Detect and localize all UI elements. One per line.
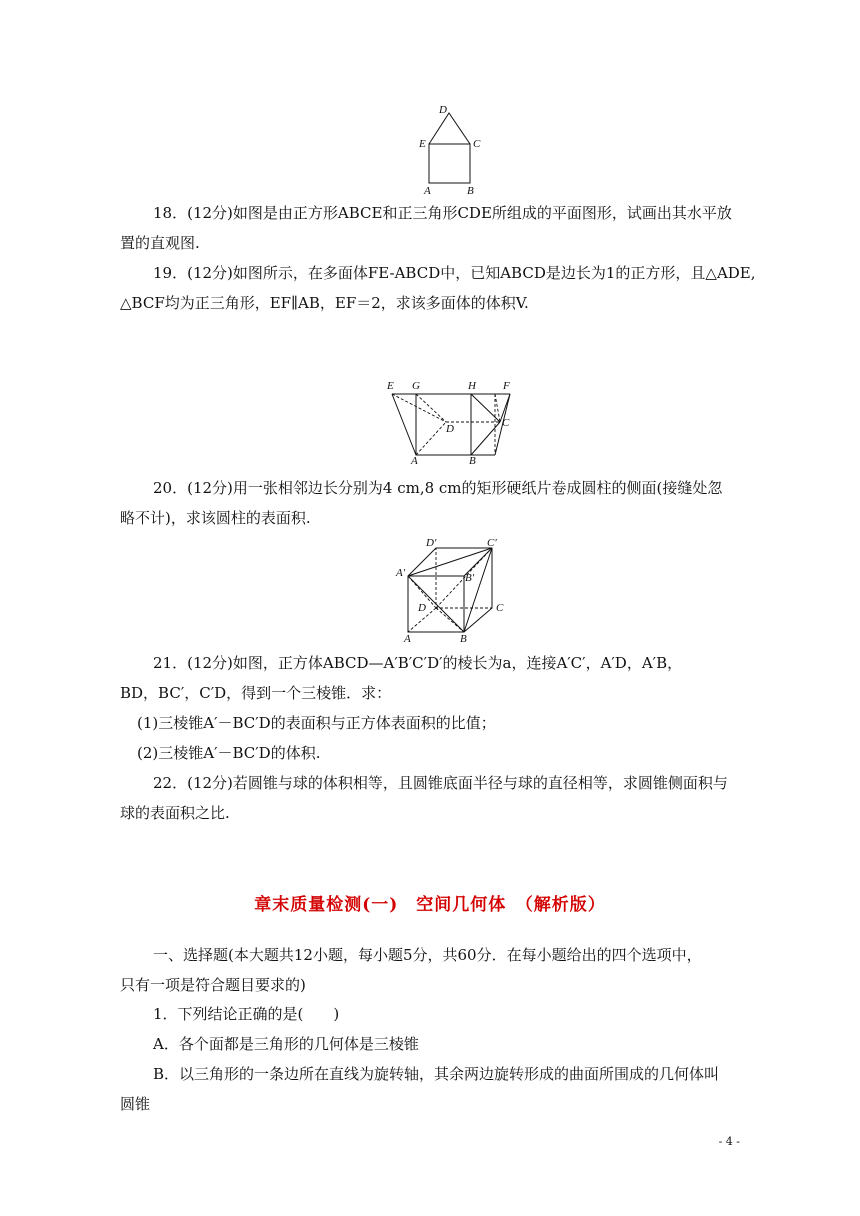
label-C: C: [496, 602, 504, 614]
label-C-prime: C′: [487, 537, 497, 549]
part1-instructions-line1: 一、选择题(本大题共12小题，每小题5分，共60分．在每小题给出的四个选项中，: [153, 946, 702, 964]
label-A: A: [424, 185, 431, 196]
label-D: D: [418, 602, 426, 614]
page-number: - 4 -: [718, 1135, 740, 1148]
question-19-line1: 19．(12分)如图所示，在多面体FE-ABCD中，已知ABCD是边长为1的正方形，且△ADE,: [153, 264, 756, 282]
label-A-prime: A′: [396, 567, 406, 579]
label-C: C: [473, 138, 481, 150]
section-title: 章末质量检测(一) 空间几何体 （解析版）: [254, 895, 606, 915]
question-21-line2: BD，BC′，C′D，得到一个三棱锥．求：: [120, 684, 392, 702]
label-A: A: [411, 455, 418, 466]
figure-q18: [415, 100, 485, 196]
question-1-stem: 1．下列结论正确的是( ): [153, 1005, 340, 1023]
question-20-line2: 略不计)，求该圆柱的表面积.: [120, 509, 311, 527]
question-21-sub1: (1)三棱锥A′－BC′D的表面积与正方体表面积的比值；: [137, 714, 496, 732]
label-D: D: [439, 104, 447, 116]
label-E: E: [419, 138, 426, 150]
question-19-line2: △BCF均为正三角形，EF∥AB，EF＝2，求该多面体的体积V.: [120, 294, 529, 312]
question-21-line1: 21．(12分)如图，正方体ABCD—A′B′C′D′的棱长为a，连接A′C′，A′D，A′B，: [153, 654, 683, 672]
question-1-option-b-line1: B．以三角形的一条边所在直线为旋转轴，其余两边旋转形成的曲面所围成的几何体叫: [153, 1065, 720, 1083]
question-18-line1: 18．(12分)如图是由正方形ABCE和正三角形CDE所组成的平面图形，试画出其水平放: [153, 204, 732, 222]
label-B-prime: B′: [465, 572, 475, 584]
label-B: B: [469, 455, 476, 466]
part1-instructions-line2: 只有一项是符合题目要求的): [120, 976, 306, 994]
label-B: B: [460, 633, 467, 644]
question-22-line1: 22．(12分)若圆锥与球的体积相等，且圆锥底面半径与球的直径相等，求圆锥侧面积与: [153, 774, 728, 792]
figure-q21: [392, 536, 512, 644]
question-18-line2: 置的直观图.: [120, 234, 200, 252]
label-C: C: [502, 417, 510, 429]
label-F: F: [503, 380, 510, 392]
question-21-sub2: (2)三棱锥A′－BC′D的体积.: [137, 744, 321, 762]
question-20-line1: 20．(12分)用一张相邻边长分别为4 cm,8 cm的矩形硬纸片卷成圆柱的侧面(接缝处忽: [153, 479, 723, 497]
label-E: E: [387, 380, 394, 392]
label-D-prime: D′: [426, 537, 437, 549]
label-G: G: [412, 380, 420, 392]
question-1-option-a: A．各个面都是三角形的几何体是三棱锥: [153, 1035, 419, 1053]
question-22-line2: 球的表面积之比.: [120, 804, 230, 822]
label-D: D: [446, 423, 454, 435]
figure-q19: [383, 378, 523, 466]
label-H: H: [468, 380, 476, 392]
label-A: A: [404, 633, 411, 644]
label-B: B: [467, 185, 474, 196]
question-1-option-b-line2: 圆锥: [120, 1095, 151, 1113]
